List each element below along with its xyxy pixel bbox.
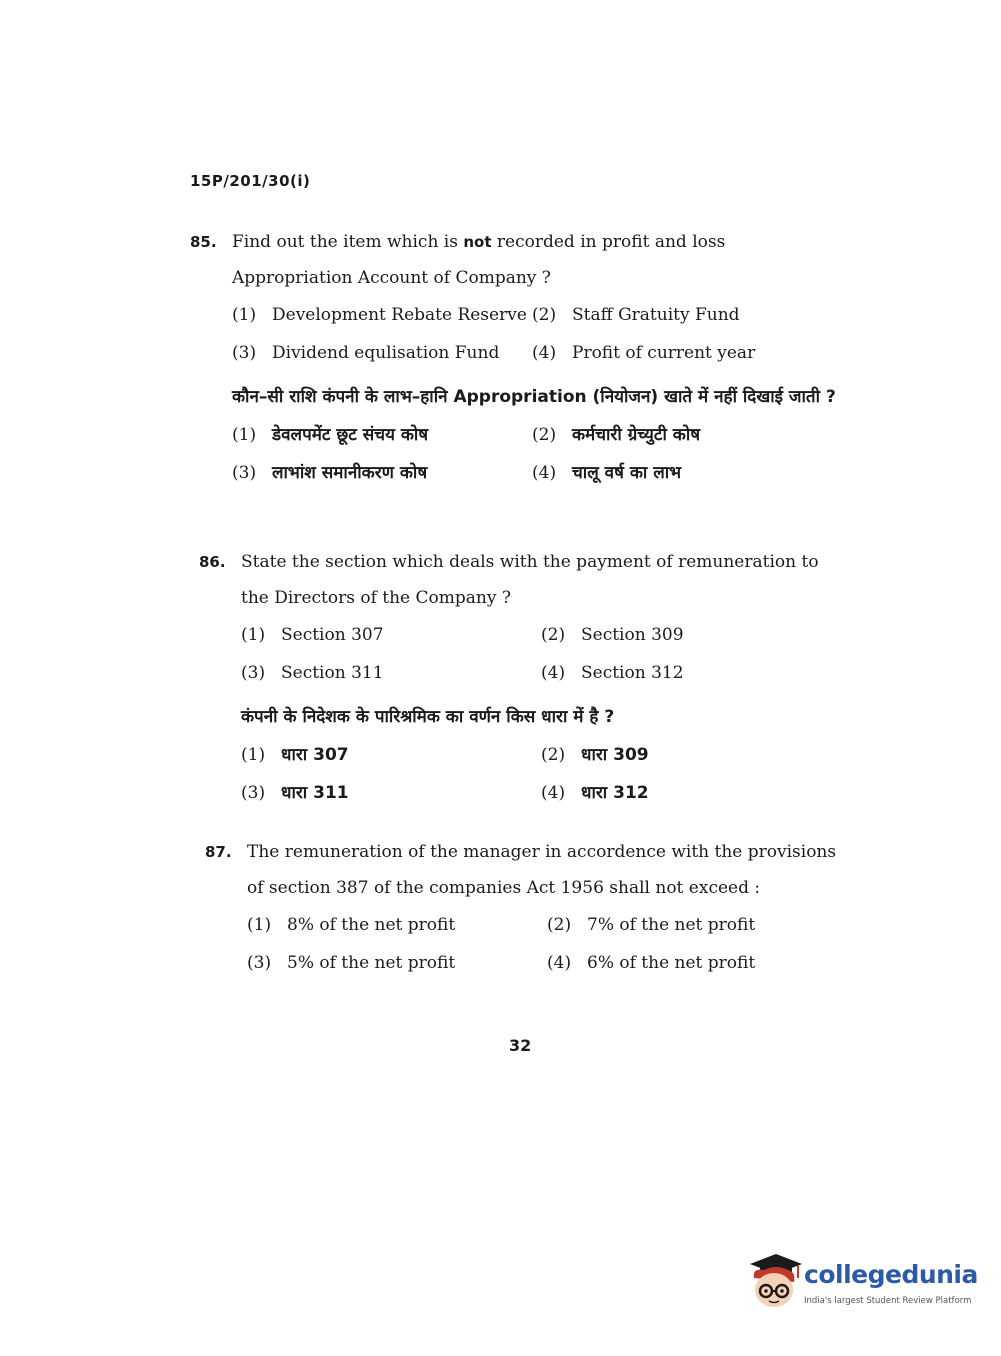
page-number: 32	[509, 1036, 532, 1055]
option-1[interactable]: (1) Development Rebate Reserve	[232, 305, 527, 325]
option-4-hindi[interactable]: (4) धारा 312	[541, 783, 649, 803]
option-1-hindi[interactable]: (1) डेवलपमेंट छूट संचय कोष	[232, 425, 429, 445]
option-3[interactable]: (3) Section 311	[241, 663, 384, 683]
question-86	[199, 544, 849, 812]
option-2[interactable]: (2) Section 309	[541, 625, 684, 645]
brand-tagline: India's largest Student Review Platform	[804, 1296, 972, 1306]
paper-code: 15P/201/30(i)	[190, 172, 311, 190]
option-3-hindi[interactable]: (3) लाभांश समानीकरण कोष	[232, 463, 428, 483]
question-number: 87.	[205, 843, 232, 861]
option-2[interactable]: (2) Staff Gratuity Fund	[532, 305, 740, 325]
option-2[interactable]: (2) 7% of the net profit	[547, 915, 756, 935]
options-english	[232, 296, 840, 372]
option-3[interactable]: (3) 5% of the net profit	[247, 953, 456, 973]
question-text: 87. The remuneration of the manager in accordence with the provisions of section 387 of the companies Act 1956 shall not exceed :	[205, 834, 855, 906]
collegedunia-mascot-icon	[742, 1250, 804, 1312]
option-4[interactable]: (4) Profit of current year	[532, 343, 756, 363]
question-number: 86.	[199, 553, 226, 571]
emphasis-not: not	[463, 233, 492, 251]
option-4-hindi[interactable]: (4) चालू वर्ष का लाभ	[532, 463, 682, 483]
option-2-hindi[interactable]: (2) कर्मचारी ग्रेच्युटी कोष	[532, 425, 701, 445]
options-english	[241, 616, 849, 692]
collegedunia-watermark	[742, 1250, 978, 1320]
option-2-hindi[interactable]: (2) धारा 309	[541, 745, 649, 765]
question-number: 85.	[190, 233, 217, 251]
option-1[interactable]: (1) Section 307	[241, 625, 384, 645]
option-1[interactable]: (1) 8% of the net profit	[247, 915, 456, 935]
options-english	[247, 906, 855, 982]
option-1-hindi[interactable]: (1) धारा 307	[241, 745, 349, 765]
options-hindi	[232, 416, 840, 492]
question-text: 86. State the section which deals with the payment of remuneration to the Directors of the Company ?	[199, 544, 849, 616]
question-85	[190, 224, 840, 492]
brand-name: collegedunia	[804, 1260, 978, 1289]
option-4[interactable]: (4) Section 312	[541, 663, 684, 683]
option-3[interactable]: (3) Dividend equlisation Fund	[232, 343, 500, 363]
option-3-hindi[interactable]: (3) धारा 311	[241, 783, 349, 803]
option-4[interactable]: (4) 6% of the net profit	[547, 953, 756, 973]
question-87	[205, 834, 855, 982]
question-text-hindi: कंपनी के निदेशक के पारिश्रमिक का वर्णन किस धारा में है ?	[241, 707, 615, 727]
question-text: 85. Find out the item which is not recorded in profit and loss Appropriation Account of Company ?	[190, 224, 840, 296]
question-text-hindi: कौन–सी राशि कंपनी के लाभ–हानि Appropriation (नियोजन) खाते में नहीं दिखाई जाती ?	[232, 387, 836, 407]
options-hindi	[241, 736, 849, 812]
